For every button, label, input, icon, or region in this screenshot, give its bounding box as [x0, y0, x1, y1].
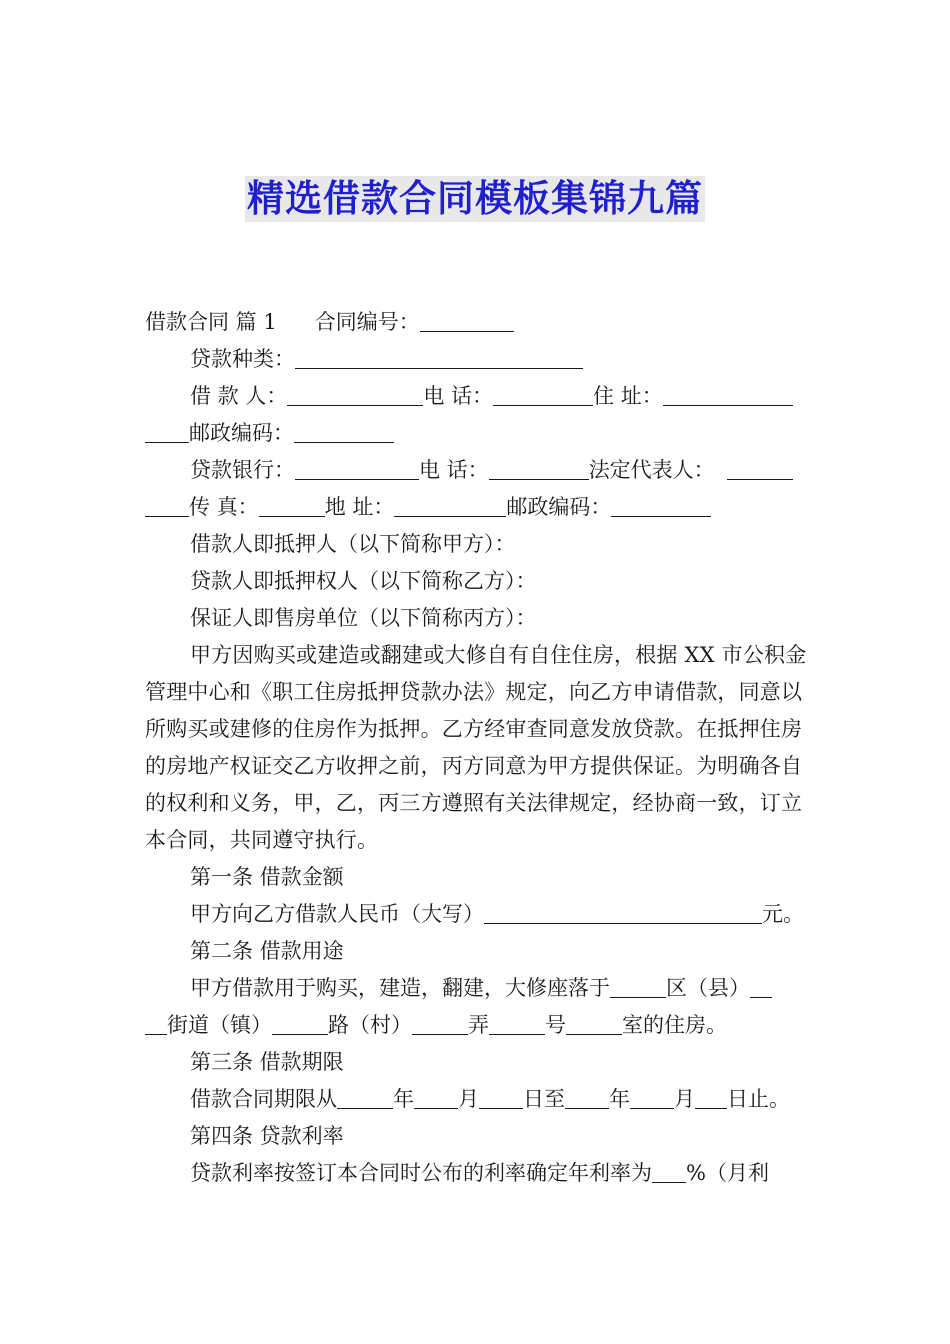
legal-rep-blank-cont[interactable] — [145, 494, 189, 517]
article-3-text-a: 借款合同期限从 — [190, 1087, 337, 1111]
borrower-label: 借 款 人： — [190, 384, 288, 408]
legal-rep-blank[interactable] — [727, 457, 793, 480]
bank-line — [145, 452, 810, 489]
article-1-text-a: 甲方向乙方借款人民币（大写） — [190, 902, 484, 926]
article-2-text-c: 街道（镇） — [167, 1013, 272, 1037]
bank-postcode-blank[interactable] — [611, 494, 711, 517]
article-3-text-g: 日止。 — [727, 1087, 790, 1111]
borrower-postcode-blank[interactable] — [294, 420, 394, 443]
article-4-text — [145, 1155, 810, 1192]
article-2-text-line-2 — [145, 1007, 810, 1044]
road-blank[interactable] — [272, 1012, 328, 1035]
article-1-heading: 第一条 借款金额 — [190, 865, 344, 889]
contract-header-line — [145, 304, 810, 341]
street-blank[interactable] — [750, 975, 772, 998]
start-year-blank[interactable] — [337, 1086, 393, 1109]
article-2-text-f: 号 — [545, 1013, 566, 1037]
borrower-address-blank-cont[interactable] — [145, 420, 189, 443]
article-3-text — [145, 1081, 810, 1118]
loan-type-blank[interactable] — [295, 346, 583, 369]
start-month-blank[interactable] — [414, 1086, 458, 1109]
article-2-text-g: 室的住房。 — [622, 1013, 727, 1037]
loan-type-line — [145, 341, 810, 378]
street-blank-cont[interactable] — [145, 1012, 167, 1035]
legal-rep-label: 法定代表人： — [588, 458, 715, 482]
party-a-text: 借款人即抵押人（以下简称甲方）： — [190, 532, 516, 556]
end-day-blank[interactable] — [695, 1086, 727, 1109]
article-3-text-b: 年 — [393, 1087, 414, 1111]
bank-address-blank[interactable] — [394, 494, 506, 517]
borrower-line — [145, 378, 810, 415]
article-1-text-b: 元。 — [762, 902, 804, 926]
bank-label: 贷款银行： — [190, 458, 295, 482]
article-3-heading: 第三条 借款期限 — [190, 1050, 344, 1074]
document-title: 精选借款合同模板集锦九篇 — [247, 177, 703, 220]
party-b-text: 贷款人即抵押权人（以下简称乙方）： — [190, 569, 537, 593]
article-4-text-a: 贷款利率按签订本合同时公布的利率确定年利率为 — [190, 1161, 652, 1185]
article-4-heading: 第四条 贷款利率 — [190, 1124, 344, 1148]
start-day-blank[interactable] — [479, 1086, 523, 1109]
number-blank[interactable] — [489, 1012, 545, 1035]
interest-rate-blank[interactable] — [652, 1160, 686, 1183]
article-3-text-c: 月 — [458, 1087, 479, 1111]
article-1-text — [145, 896, 810, 933]
borrower-address-label: 住 址： — [593, 384, 663, 408]
article-2-text-line-1 — [145, 970, 810, 1007]
loan-type-label: 贷款种类： — [190, 347, 295, 371]
district-blank[interactable] — [610, 975, 666, 998]
article-2-text-a: 甲方借款用于购买，建造，翻建，大修座落于 — [190, 976, 610, 1000]
fax-label: 传 真： — [189, 495, 259, 519]
end-month-blank[interactable] — [630, 1086, 674, 1109]
fax-line — [145, 489, 810, 526]
article-2-text-e: 弄 — [468, 1013, 489, 1037]
borrower-address-blank[interactable] — [663, 383, 793, 406]
bank-phone-label: 电 话： — [419, 458, 489, 482]
party-b-line — [145, 563, 810, 600]
party-a-line — [145, 526, 810, 563]
bank-postcode-label: 邮政编码： — [506, 495, 612, 519]
bank-blank[interactable] — [295, 457, 419, 480]
preamble-paragraph: 甲方因购买或建造或翻建或大修自有自住住房，根据 XX 市公积金管理中心和《职工住房抵押贷款办法》规定，向乙方申请借款，同意以所购买或建修的住房作为抵押。乙方经审查同意发放贷款。在抵押住房的房地产权证交乙方收押之前，丙方同意为甲方提供保证。为明确各自的权利和义务，甲，乙，丙三方遵照有关法律规定，经协商一致，订立本合同，共同遵守执行。 — [145, 643, 807, 852]
title-container — [0, 176, 950, 222]
borrower-postcode-label: 邮政编码： — [189, 421, 294, 445]
borrower-postcode-line — [145, 415, 810, 452]
contract-section-label: 借款合同 篇 1 — [145, 310, 277, 334]
party-c-text: 保证人即售房单位（以下简称丙方）： — [190, 606, 537, 630]
article-3-text-e: 年 — [609, 1087, 630, 1111]
borrower-phone-label: 电 话： — [423, 384, 494, 408]
end-year-blank[interactable] — [565, 1086, 609, 1109]
article-3-text-f: 月 — [674, 1087, 695, 1111]
bank-phone-blank[interactable] — [489, 457, 589, 480]
article-2-heading: 第二条 借款用途 — [190, 939, 344, 963]
party-c-line — [145, 600, 810, 637]
borrower-blank[interactable] — [287, 383, 423, 406]
room-blank[interactable] — [566, 1012, 622, 1035]
contract-number-label: 合同编号： — [314, 310, 420, 334]
loan-amount-blank[interactable] — [484, 901, 762, 924]
article-3-text-d: 日至 — [523, 1087, 565, 1111]
article-2-text-d: 路（村） — [328, 1013, 412, 1037]
document-body — [145, 304, 810, 1192]
contract-number-blank[interactable] — [420, 309, 514, 332]
article-4-text-b: %（月利 — [686, 1161, 769, 1185]
lane-blank[interactable] — [412, 1012, 468, 1035]
fax-blank[interactable] — [259, 494, 325, 517]
article-2-text-b: 区（县） — [666, 976, 750, 1000]
bank-address-label: 地 址： — [324, 495, 395, 519]
borrower-phone-blank[interactable] — [493, 383, 593, 406]
